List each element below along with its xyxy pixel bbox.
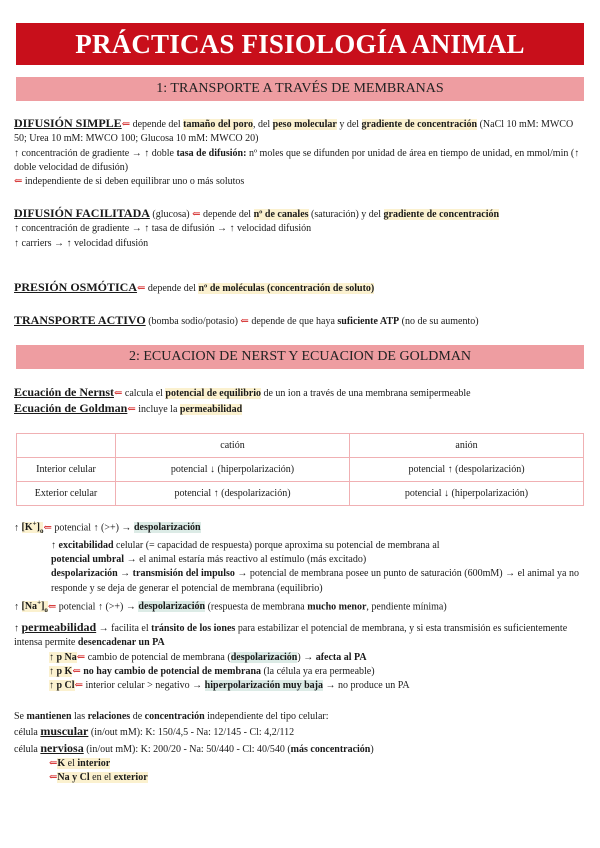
text: )	[370, 743, 374, 755]
text: permeabilidad	[179, 404, 243, 416]
text: en el	[89, 772, 114, 784]
text: (glucosa)	[149, 209, 193, 220]
text: ↑ p K	[49, 665, 73, 677]
text: relaciones	[87, 711, 131, 722]
goldman-term: Ecuación de Goldman	[14, 401, 128, 416]
text: → facilita el	[96, 623, 152, 634]
text: (respuesta de membrana	[205, 601, 308, 613]
text: ↑	[14, 522, 22, 534]
difusion-facilitada-block	[14, 206, 586, 251]
arrow-marker-icon: ⇐	[192, 209, 201, 220]
text: exterior	[113, 772, 148, 784]
arrow-marker-icon: ⇐	[127, 404, 136, 416]
document-title: PRÁCTICAS FISIOLOGÍA ANIMAL	[16, 23, 584, 65]
transporte-activo-block	[14, 313, 586, 329]
text: Na y Cl	[57, 772, 90, 784]
table-cell: Interior celular	[17, 458, 116, 482]
text: transmisión del impulso	[132, 568, 235, 580]
text: [Na	[21, 601, 38, 613]
text: gradiente de concentración	[361, 119, 478, 130]
text: gradiente de concentración	[383, 209, 500, 220]
text: →	[117, 568, 133, 580]
section-2-heading: 2: ECUACION DE NERST Y ECUACION DE GOLDMAN	[16, 345, 584, 369]
text: o	[44, 606, 48, 615]
text: cambio de potencial de membrana (	[85, 651, 231, 663]
muscular-term: muscular	[40, 724, 89, 739]
table-cell: potencial ↓ (hiperpolarización)	[116, 458, 350, 482]
table-cell: potencial ↓ (hiperpolarización)	[350, 482, 584, 506]
text: despolarización	[51, 568, 118, 580]
arrow-marker-icon: ⇐	[114, 388, 123, 399]
arrow-marker-icon: ⇐	[43, 522, 52, 534]
text: [K	[21, 522, 33, 534]
arrow-marker-icon: ⇐	[14, 176, 23, 188]
text: celular (= capacidad de respuesta) porque aproxima su potencial de membrana al	[113, 539, 440, 551]
text: más concentración	[290, 743, 371, 755]
text: ↑ concentración de gradiente → ↑ tasa de difusión → ↑ velocidad difusión	[14, 223, 312, 235]
text: hiperpolarización muy baja	[204, 680, 324, 692]
text: (la célula ya era permeable)	[261, 665, 375, 677]
nernst-term: Ecuación de Nernst	[14, 385, 114, 399]
arrow-marker-icon: ⇐	[121, 119, 131, 130]
table-header-cell	[17, 434, 116, 458]
presion-osmotica-block	[14, 280, 586, 296]
arrow-marker-icon: ⇐	[137, 283, 146, 294]
difusion-simple-term: DIFUSIÓN SIMPLE	[14, 116, 122, 130]
potassium-sodium-block	[14, 517, 586, 617]
text: interior celular > negativo →	[82, 680, 205, 692]
text: despolarización	[230, 651, 298, 663]
text: (saturación) y del	[308, 209, 384, 220]
text: calcula el	[122, 388, 166, 399]
text: (no de su aumento)	[399, 316, 479, 327]
text: (NaCl 10 mM: MWCO 50; Urea 10 mM: MWCO 100; Glucosa 10 mM: MWCO 20)	[14, 119, 574, 145]
text: tránsito de los iones	[151, 623, 236, 634]
text: ↑ p Cl	[49, 680, 75, 692]
table-header-cell: catión	[116, 434, 350, 458]
text: independiente del tipo celular:	[204, 711, 329, 722]
text: de un ion a través de una membrana semipermeable	[260, 388, 471, 399]
text: nº de canales	[253, 209, 309, 220]
text: depende del	[130, 119, 184, 130]
text: el	[65, 757, 78, 769]
text: concentración	[144, 711, 205, 722]
arrow-marker-icon: ⇐	[49, 772, 58, 784]
permeabilidad-term: permeabilidad	[21, 620, 97, 634]
text: nº moles que se difunden por unidad de área en tiempo de unidad, en mmol/min (↑ doble velocidad de difusión)	[14, 147, 580, 173]
table-row	[17, 458, 584, 482]
text: Se	[14, 711, 27, 722]
text: no hay cambio de potencial de membrana	[80, 665, 262, 677]
text: despolarización	[138, 601, 206, 613]
text: peso molecular	[272, 119, 337, 130]
text: y del	[336, 119, 362, 130]
text: , del	[252, 119, 273, 130]
arrow-marker-icon: ⇐	[72, 665, 81, 677]
text: → no produce un PA	[323, 680, 410, 692]
table-cell: potencial ↑ (despolarización)	[350, 458, 584, 482]
text: ↑ p Na	[49, 651, 77, 663]
text: desencadenar un PA	[77, 637, 165, 649]
text: tamaño del poro	[183, 119, 253, 130]
ion-potential-table	[16, 433, 584, 506]
potassium-label	[21, 520, 44, 536]
nernst-goldman-block	[14, 385, 586, 418]
text: +	[37, 598, 42, 607]
arrow-marker-icon: ⇐	[47, 601, 57, 613]
text: incluye la	[135, 404, 180, 416]
text: +	[32, 520, 37, 528]
text: ) →	[297, 651, 316, 663]
text: ↑	[14, 601, 22, 613]
nerviosa-term: nerviosa	[40, 740, 84, 755]
text: despolarización	[133, 522, 201, 534]
difusion-facilitada-term: DIFUSIÓN FACILITADA	[14, 206, 150, 220]
difusion-simple-block	[14, 116, 586, 189]
transporte-activo-term: TRANSPORTE ACTIVO	[14, 313, 146, 327]
text: célula	[14, 743, 41, 755]
arrow-marker-icon: ⇐	[76, 651, 86, 663]
text: para estabilizar el potencial de membrana, y si esta transmisión es suficientemente intensa permite	[14, 623, 568, 649]
text: de	[130, 711, 145, 722]
text: , pendiente mínima)	[366, 601, 447, 613]
text: ↑	[51, 539, 59, 551]
table-cell: Exterior celular	[17, 482, 116, 506]
text: (in/out mM): K: 150/4,5 - Na: 12/145 - Cl: 4,2/112	[88, 727, 295, 739]
text: ]	[36, 522, 40, 534]
text: nº de moléculas (concentración de soluto)	[198, 283, 375, 294]
text: depende del	[200, 209, 254, 220]
sodium-label	[21, 598, 48, 615]
text: → potencial de membrana posee un punto de saturación (600mM) → el animal ya no responde y se deja de generar el potencial de membrana (equilibrio)	[51, 568, 579, 594]
text: mucho menor	[307, 601, 367, 613]
text: excitabilidad	[58, 539, 114, 551]
text: potencial ↑ (>+) →	[51, 522, 134, 534]
text: ]	[41, 601, 45, 613]
text: o	[39, 527, 44, 536]
text: suficiente ATP	[337, 316, 400, 327]
text: potencial umbral	[51, 553, 125, 565]
permeabilidad-block	[14, 620, 586, 693]
text: (in/out mM): K: 200/20 - Na: 50/440 - Cl: 40/540 (	[83, 743, 291, 755]
concentration-block	[14, 710, 586, 785]
text: (bomba sodio/potasio)	[145, 316, 241, 327]
arrow-marker-icon: ⇐	[49, 757, 58, 769]
table-row	[17, 482, 584, 506]
text: depende del	[145, 283, 199, 294]
arrow-marker-icon: ⇐	[74, 680, 83, 692]
text: mantienen	[26, 711, 72, 722]
arrow-marker-icon: ⇐	[240, 316, 249, 327]
table-header-cell: anión	[350, 434, 584, 458]
presion-osmotica-term: PRESIÓN OSMÓTICA	[14, 280, 138, 294]
text: potencial ↑ (>+) →	[56, 601, 139, 613]
text: las	[71, 711, 88, 722]
text: potencial de equilibrio	[165, 388, 261, 399]
text: independiente de si deben equilibrar uno o más solutos	[22, 176, 245, 188]
text: interior	[77, 757, 111, 769]
text: → el animal estaría más reactivo al estímulo (más excitado)	[124, 553, 367, 565]
section-1-heading: 1: TRANSPORTE A TRAVÉS DE MEMBRANAS	[16, 77, 584, 101]
text: afecta al PA	[315, 651, 367, 663]
text: K	[57, 757, 66, 769]
table-header-row	[17, 434, 584, 458]
text: tasa de difusión:	[176, 147, 247, 159]
text: ↑ carriers → ↑ velocidad difusión	[14, 237, 149, 249]
text: ↑	[14, 623, 22, 634]
table-cell: potencial ↑ (despolarización)	[116, 482, 350, 506]
text: depende de que haya	[248, 316, 338, 327]
text: célula	[14, 727, 41, 739]
text: ↑ concentración de gradiente → ↑ doble	[14, 147, 177, 159]
